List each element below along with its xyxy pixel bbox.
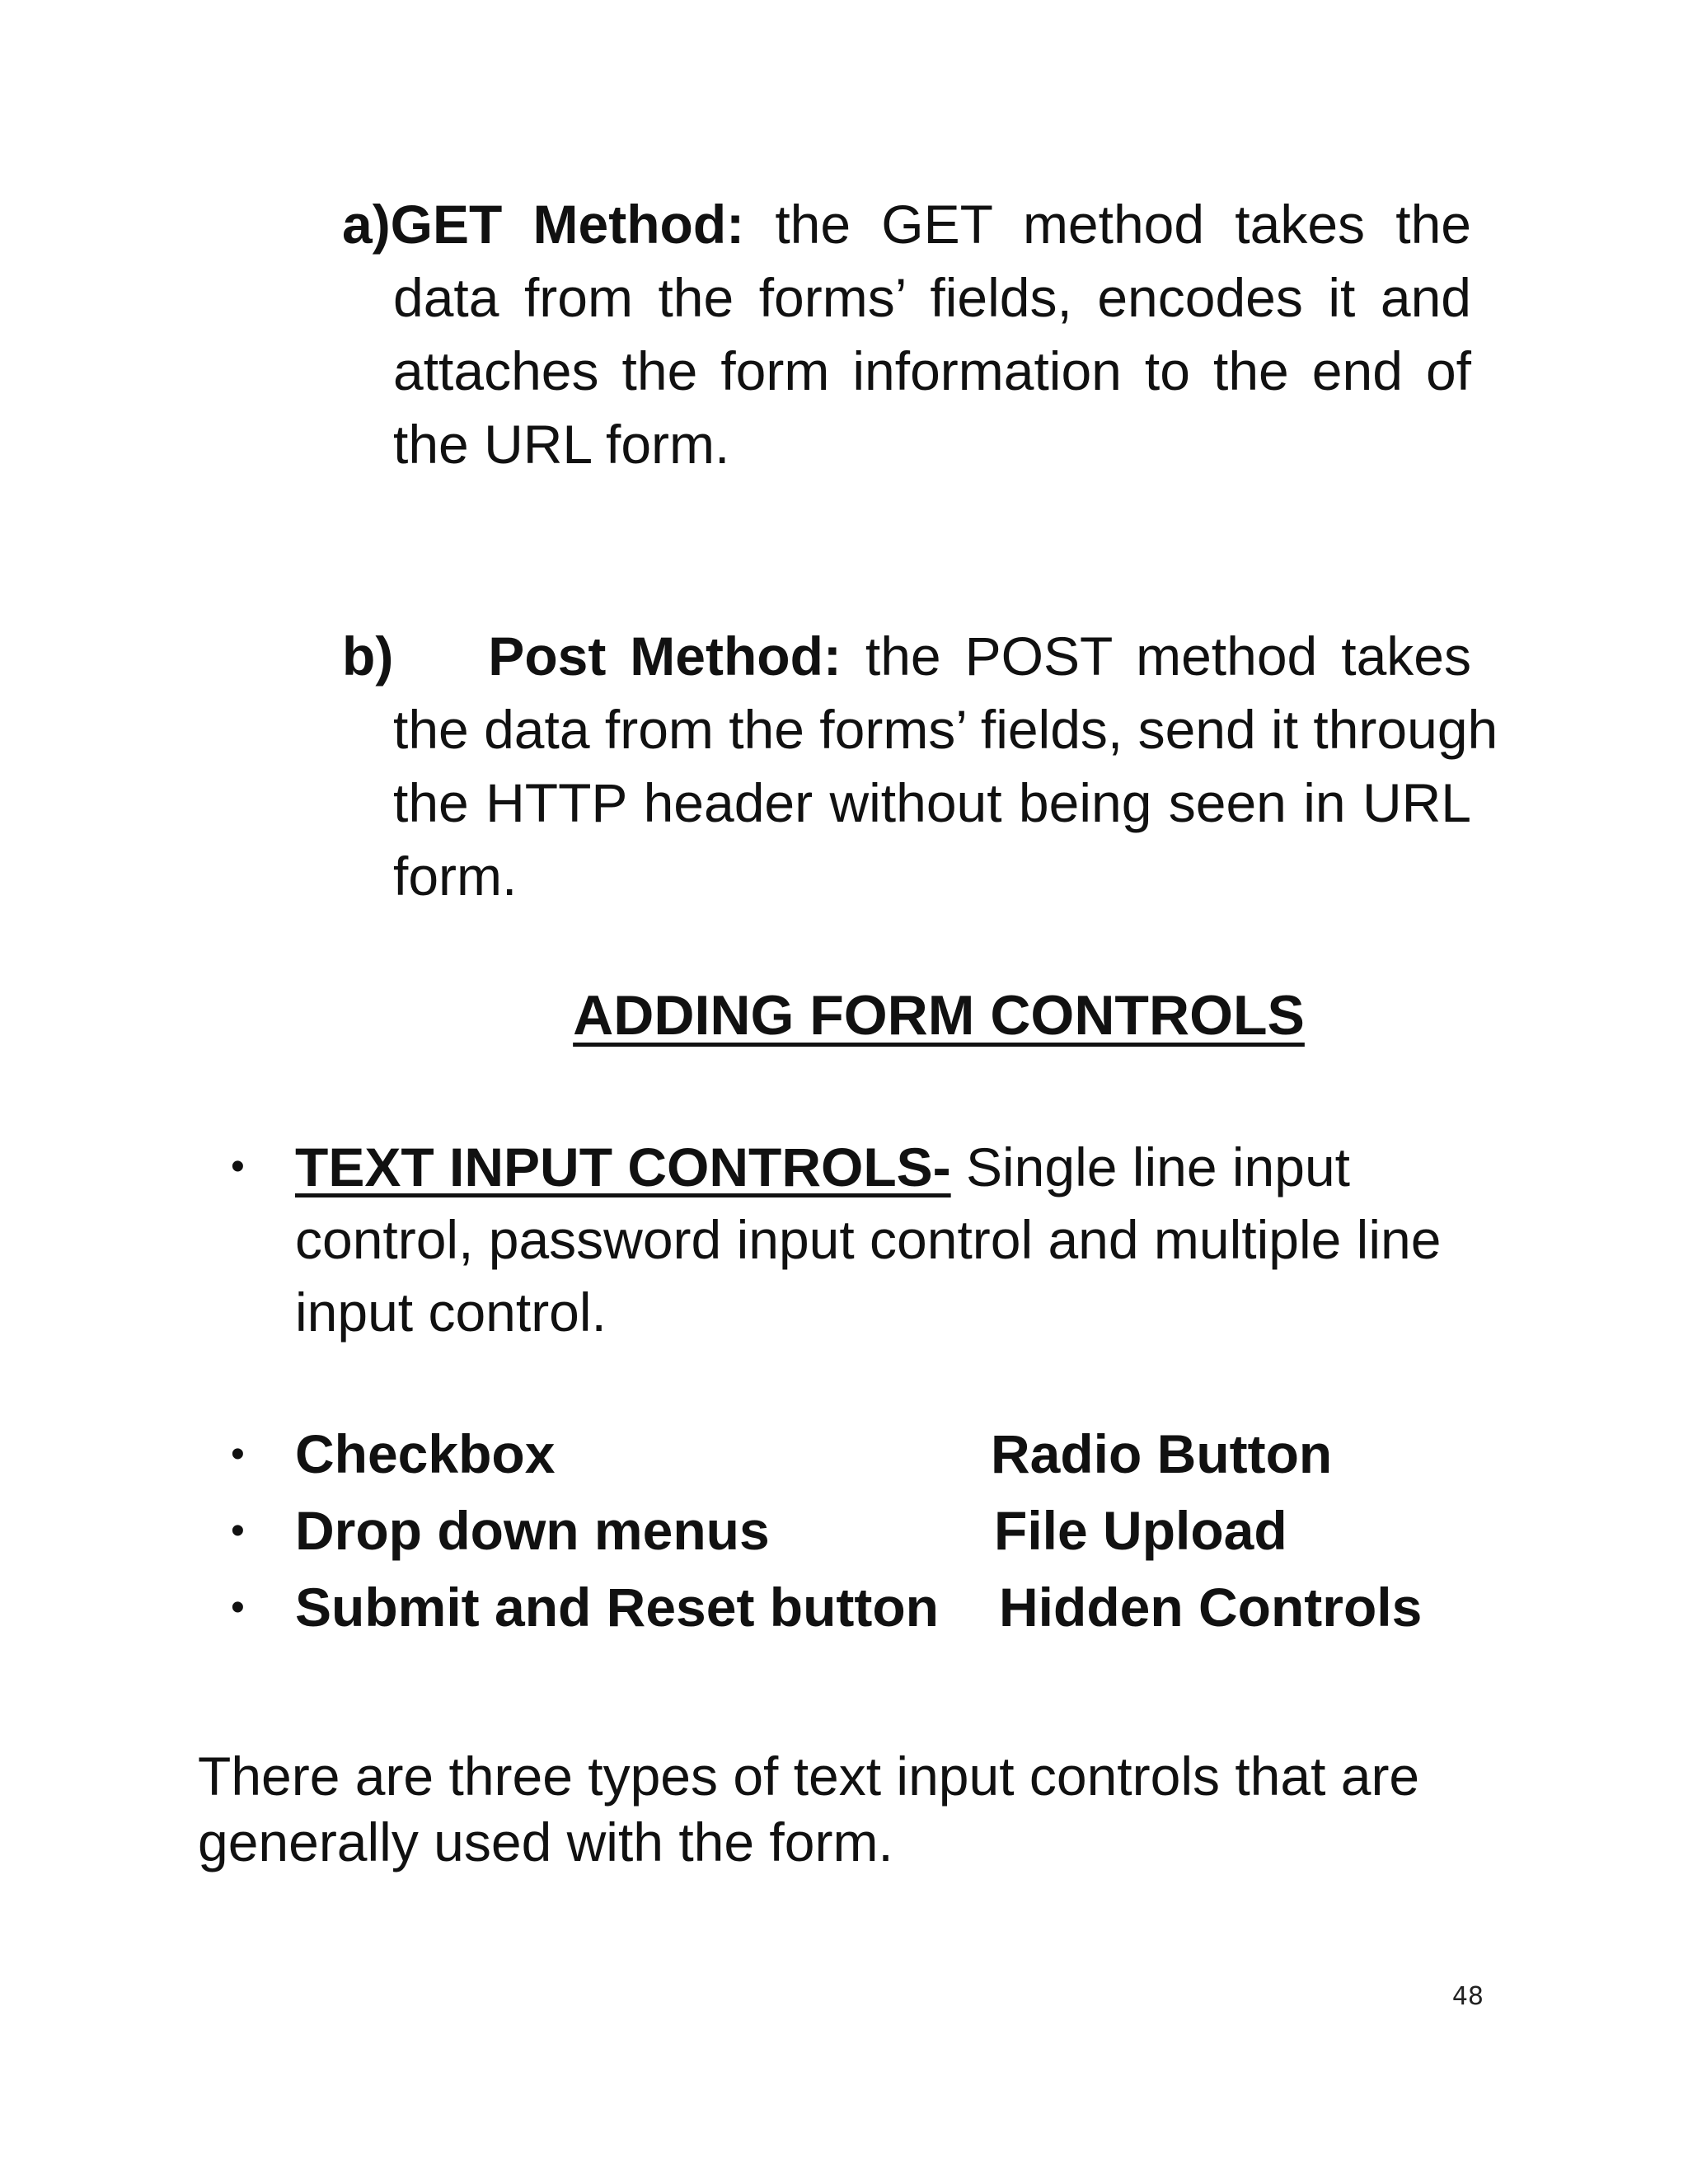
post-method-line-4: form.	[393, 846, 518, 907]
bullet-icon: •	[231, 1145, 245, 1188]
list-item	[231, 1493, 1484, 1569]
post-method-label: Post Method:	[488, 626, 842, 687]
get-method-line-2: data from the forms’ fields, encodes it and	[393, 267, 1471, 328]
control-item-hidden-controls: Hidden Controls	[999, 1577, 1423, 1638]
text-input-controls-content	[295, 1131, 1484, 1348]
control-item-file-upload: File Upload	[994, 1500, 1287, 1561]
list-item	[231, 1569, 1484, 1646]
form-controls-list	[231, 1416, 1484, 1646]
section-heading	[0, 982, 1688, 1048]
text-input-controls-bullet	[231, 1131, 1484, 1348]
control-item-drop-down-menus: Drop down menus	[295, 1500, 770, 1561]
get-method-line-1	[342, 188, 1471, 261]
get-method-line-3: attaches the form information to the end of	[393, 340, 1471, 401]
get-method-line-4: the URL form.	[393, 414, 730, 475]
control-item-radio-button: Radio Button	[991, 1423, 1333, 1484]
section-heading-text: ADDING FORM CONTROLS	[573, 984, 1305, 1047]
control-item-submit-reset: Submit and Reset button	[295, 1577, 939, 1638]
control-item-checkbox: Checkbox	[295, 1423, 556, 1484]
text-input-controls-text: Single line input control, password input control and multiple line input control.	[295, 1137, 1442, 1343]
get-method-text-1: the GET method takes the	[744, 194, 1471, 255]
bullet-icon: •	[231, 1509, 245, 1553]
bullet-icon: •	[231, 1432, 245, 1476]
get-method-paragraph	[342, 188, 1471, 481]
post-method-line-1	[342, 620, 1471, 693]
text-input-controls-label: TEXT INPUT CONTROLS-	[295, 1137, 951, 1197]
bullet-icon: •	[231, 1586, 245, 1629]
get-method-label: a)GET Method:	[342, 194, 745, 255]
summary-paragraph: There are three types of text input controls that are generally used with the form.	[198, 1746, 1420, 1872]
page-number: 48	[1451, 1982, 1484, 2011]
post-method-paragraph	[342, 620, 1498, 913]
list-item	[231, 1416, 1484, 1493]
post-method-line-2: the data from the forms’ fields, send it through	[393, 699, 1498, 760]
post-method-prefix: b)	[342, 626, 394, 687]
post-method-line-3: the HTTP header without being seen in URL	[393, 772, 1471, 833]
post-method-text-1: the POST method takes	[841, 626, 1471, 687]
